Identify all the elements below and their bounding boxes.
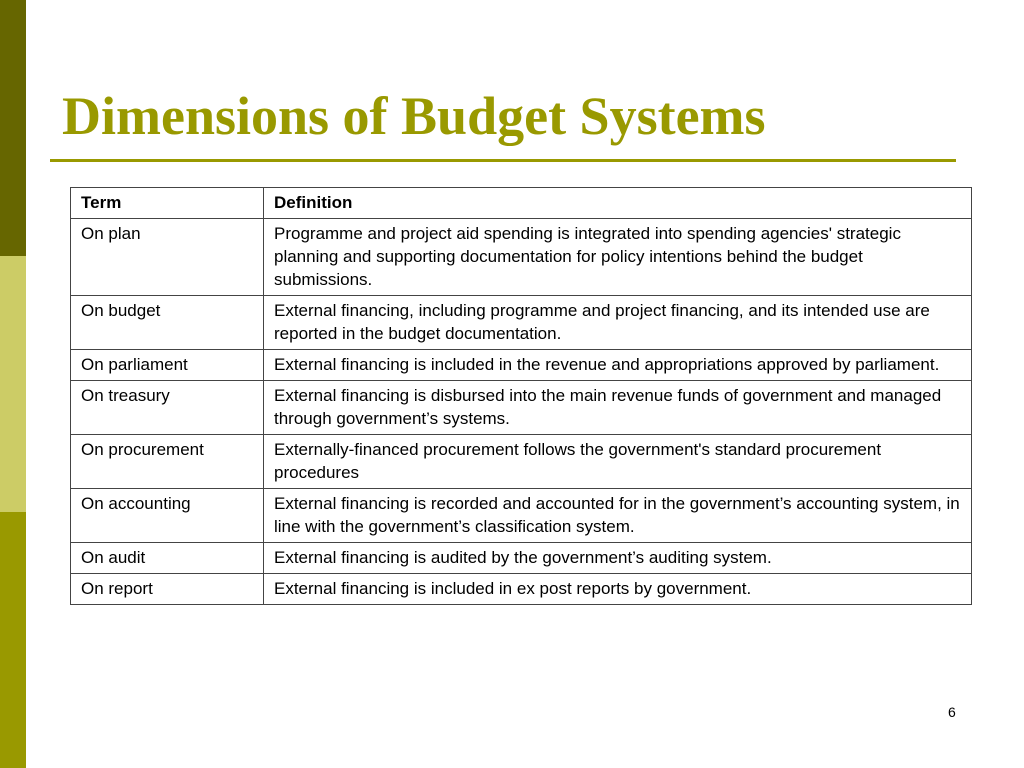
decorative-bar-middle — [0, 256, 26, 512]
definition-cell: External financing is recorded and accounted for in the government’s accounting system, in line with the government’s classification system. — [264, 489, 972, 543]
term-cell: On procurement — [71, 435, 264, 489]
term-cell: On accounting — [71, 489, 264, 543]
table-row — [71, 574, 972, 605]
table-row — [71, 435, 972, 489]
term-cell: On report — [71, 574, 264, 605]
table-row — [71, 296, 972, 350]
term-cell: On budget — [71, 296, 264, 350]
column-header-definition: Definition — [264, 188, 972, 219]
definition-cell: External financing, including programme and project financing, and its intended use are reported in the budget documentation. — [264, 296, 972, 350]
definition-cell: Programme and project aid spending is integrated into spending agencies' strategic planning and supporting documentation for policy intentions behind the budget submissions. — [264, 219, 972, 296]
table-row — [71, 350, 972, 381]
term-cell: On parliament — [71, 350, 264, 381]
decorative-bar-bottom — [0, 512, 26, 768]
decorative-bar-top — [0, 0, 26, 256]
definition-cell: External financing is included in ex post reports by government. — [264, 574, 972, 605]
page-number: 6 — [948, 704, 956, 720]
definition-cell: External financing is audited by the government’s auditing system. — [264, 543, 972, 574]
table-row — [71, 489, 972, 543]
slide-title: Dimensions of Budget Systems — [62, 86, 766, 146]
term-cell: On audit — [71, 543, 264, 574]
definition-cell: External financing is included in the revenue and appropriations approved by parliament. — [264, 350, 972, 381]
table-row — [71, 543, 972, 574]
column-header-term: Term — [71, 188, 264, 219]
definition-cell: Externally-financed procurement follows the government's standard procurement procedures — [264, 435, 972, 489]
definition-cell: External financing is disbursed into the main revenue funds of government and managed through government’s systems. — [264, 381, 972, 435]
term-cell: On treasury — [71, 381, 264, 435]
terms-table — [70, 187, 972, 605]
term-cell: On plan — [71, 219, 264, 296]
title-underline — [50, 159, 956, 162]
table-row — [71, 219, 972, 296]
table-header-row — [71, 188, 972, 219]
table-row — [71, 381, 972, 435]
